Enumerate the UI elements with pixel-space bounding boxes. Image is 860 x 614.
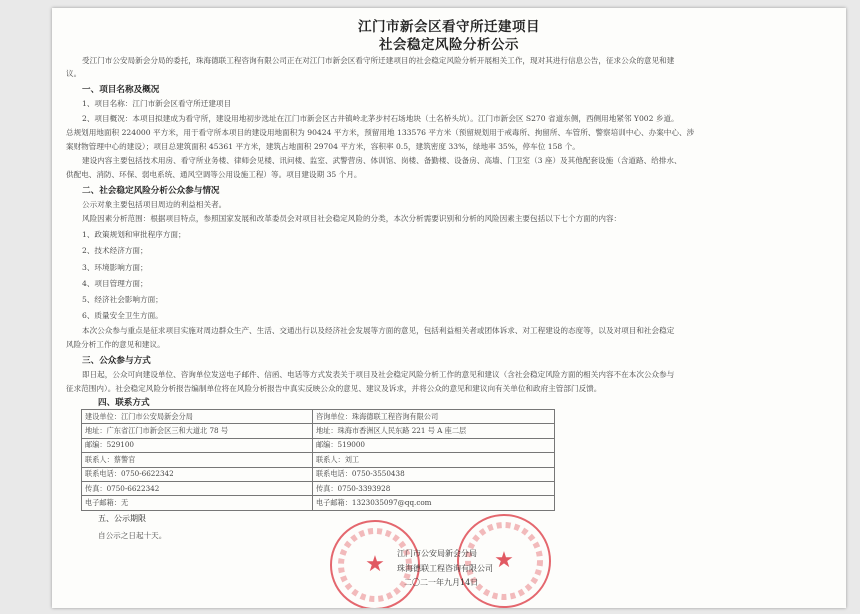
table-cell: 联系电话：0750-3550438	[312, 467, 554, 481]
table-cell: 咨询单位：珠海德联工程咨询有限公司	[312, 410, 554, 424]
project-name: 1、项目名称：江门市新会区看守所迁建项目	[82, 99, 232, 108]
table-cell: 联系人：刘工	[312, 453, 554, 467]
project-overview-3: 案财物管理中心的建设）；项目总建筑面积 45361 平方米，建筑占地面积 29704 平方米，容积率 0.5，建筑密度 33%，绿地率 35%，停车位 158 个。	[66, 142, 580, 151]
table-cell: 邮编：529100	[82, 438, 313, 452]
table-cell: 传真：0750-3393928	[312, 481, 554, 495]
star-icon: ★	[494, 548, 514, 573]
document-subtitle: 社会稳定风险分析公示	[379, 37, 519, 53]
risk-item: 4、项目管理方面；	[82, 279, 148, 288]
construction-content-2: 供配电、消防、环保、弱电系统、通风空调等公用设施工程）等。项目建设期 35 个月。	[66, 170, 362, 179]
signature-unit-2: 珠海德联工程咨询有限公司	[397, 564, 493, 573]
table-cell: 邮编：519000	[312, 438, 554, 452]
publicity-period: 自公示之日起十天。	[98, 531, 167, 540]
table-cell: 电子邮箱：1323035097@qq.com	[312, 496, 554, 510]
signature-unit-1: 江门市公安局新会分局	[397, 549, 477, 558]
risk-item: 3、环境影响方面；	[82, 263, 148, 272]
table-cell: 传真：0750-6622342	[82, 481, 313, 495]
risk-item: 2、技术经济方面；	[82, 246, 148, 255]
table-cell: 联系人：蔡警官	[82, 453, 313, 467]
participation-method-2: 征求范围内）。社会稳定风险分析报告编制单位将在风险分析报告中真实反映公众的意见、建议及诉求，并将公众的意见和建议向有关单位和政府主管部门反馈。	[66, 384, 602, 393]
construction-content-1: 建设内容主要包括技术用房、看守所业务楼、律师会见楼、讯问楼、监室、武警营房、体训馆、岗楼、备勤楼、设备房、高墙、门卫室（3 座）及其他配套设施（含道路、给排水、	[82, 156, 682, 165]
table-cell: 地址：广东省江门市新会区三和大道北 78 号	[82, 424, 313, 438]
table-cell: 建设单位：江门市公安局新会分局	[82, 410, 313, 424]
risk-scope: 风险因素分析范围：根据项目特点，参照国家发展和改革委员会对项目社会稳定风险的分类，本次分析需要识别和分析的风险因素主要包括以下七个方面的内容：	[82, 214, 622, 223]
table-row	[82, 424, 555, 438]
risk-item: 6、质量安全卫生方面。	[82, 311, 163, 320]
table-row	[82, 467, 555, 481]
participation-focus-1: 本次公众参与重点是征求项目实施对周边群众生产、生活、交通出行以及经济社会发展等方面的意见，包括利益相关者或团体诉求、对工程建设的态度等，以及对项目和社会稳定	[82, 326, 675, 335]
table-row	[82, 481, 555, 495]
section-1-heading: 一、项目名称及概况	[82, 85, 160, 95]
risk-item: 5、经济社会影响方面；	[82, 295, 163, 304]
table-row	[82, 496, 555, 510]
project-overview-1: 2、项目概况：本项目拟建成为看守所，建设用地初步选址在江门市新会区古井镇岭北茅步村石场地块（土名桥头坑）。江门市新会区 S270 省道东侧，西侧用地紧邻 Y002 乡道。	[82, 114, 679, 123]
participation-method-1: 即日起，公众可向建设单位、咨询单位发送电子邮件、信函、电话等方式发表关于项目及社会稳定风险分析工作的意见和建议（含社会稳定风险方面的相关内容不在本次公众参与	[82, 370, 675, 379]
section-5-heading: 五、公示期限	[98, 514, 146, 523]
table-cell: 电子邮箱：无	[82, 496, 313, 510]
document-title: 江门市新会区看守所迁建项目	[358, 19, 540, 35]
table-row	[82, 410, 555, 424]
participation-focus-2: 风险分析工作的意见和建议。	[66, 340, 165, 349]
table-cell: 联系电话：0750-6622342	[82, 467, 313, 481]
intro-line-2: 议。	[66, 69, 82, 78]
signature-date: 二〇二一年九月14日	[404, 578, 479, 587]
table-cell: 地址：珠海市香洲区人民东路 221 号 A 座二层	[312, 424, 554, 438]
project-overview-2: 总规划用地面积 224000 平方米，用于看守所本项目的建设用地面积为 90424 平方米，预留用地 133576 平方米（预留规划用于戒毒所、拘留所、车管所、警察培训中心、办案中心、涉	[66, 128, 695, 137]
table-row	[82, 438, 555, 452]
risk-item: 1、政策规划和审批程序方面；	[82, 230, 186, 239]
public-target: 公示对象主要包括项目周边的利益相关者。	[82, 200, 227, 209]
right-official-seal	[457, 514, 551, 608]
section-4-heading: 四、联系方式	[98, 398, 150, 408]
table-row	[82, 453, 555, 467]
star-icon: ★	[365, 552, 385, 577]
document-page	[52, 8, 846, 608]
contact-table	[81, 409, 555, 511]
intro-line-1: 受江门市公安局新会分局的委托，珠海德联工程咨询有限公司正在对江门市新会区看守所迁建项目的社会稳定风险分析开展相关工作，现对其进行信息公告，征求公众的意见和建	[82, 56, 675, 65]
section-2-heading: 二、社会稳定风险分析公众参与情况	[82, 186, 220, 196]
section-3-heading: 三、公众参与方式	[82, 356, 151, 366]
